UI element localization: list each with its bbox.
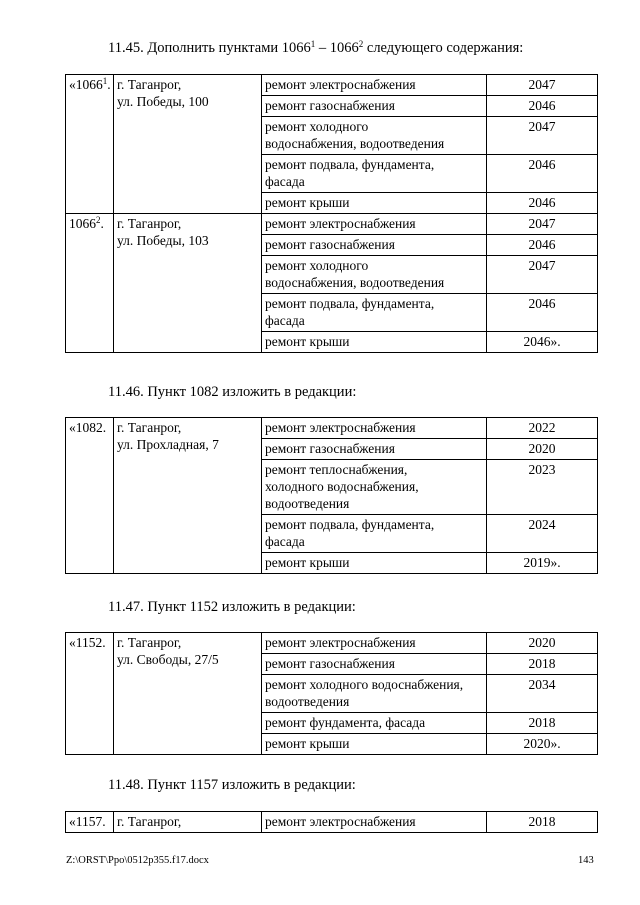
table-item-1082 (65, 417, 598, 574)
table-row (66, 214, 598, 235)
work-type: ремонт электроснабжения (262, 75, 487, 96)
heading-text: следующего содержания: (363, 40, 524, 56)
work-type: ремонт теплоснабжения, холодного водоснабжения, водоотведения (262, 460, 487, 515)
work-type: ремонт газоснабжения (262, 654, 487, 675)
work-type: ремонт электроснабжения (262, 812, 487, 833)
heading-text: – 1066 (315, 40, 359, 56)
item-number: «1066$^1$. (66, 75, 114, 214)
paragraph-11-46: 11.46. Пункт 1082 изложить в редакции: (108, 384, 357, 400)
superscript: 2 (358, 39, 364, 49)
item-address: г. Таганрог, (114, 812, 262, 833)
work-year: 2018 (487, 713, 598, 734)
work-year: 2023 (487, 460, 598, 515)
work-type: ремонт холодного водоснабжения, водоотведения (262, 675, 487, 713)
work-type: ремонт крыши (262, 553, 487, 574)
work-year: 2022 (487, 418, 598, 439)
work-type: ремонт газоснабжения (262, 235, 487, 256)
work-year: 2046 (487, 294, 598, 332)
work-year: 2020 (487, 633, 598, 654)
work-type: ремонт фундамента, фасада (262, 713, 487, 734)
table-item-1157 (65, 811, 598, 833)
work-year: 2047 (487, 256, 598, 294)
work-type: ремонт электроснабжения (262, 214, 487, 235)
work-year: 2020». (487, 734, 598, 755)
work-type: ремонт холодного водоснабжения, водоотведения (262, 256, 487, 294)
work-year: 2020 (487, 439, 598, 460)
work-type: ремонт подвала, фундамента, фасада (262, 515, 487, 553)
work-type: ремонт электроснабжения (262, 633, 487, 654)
work-type: ремонт электроснабжения (262, 418, 487, 439)
heading-text: 11.45. Дополнить пунктами 1066 (108, 40, 311, 56)
item-number: 1066$^2$. (66, 214, 114, 353)
work-year: 2018 (487, 654, 598, 675)
footer-page-number: 143 (578, 855, 594, 866)
item-address: г. Таганрог, ул. Свободы, 27/5 (114, 633, 262, 755)
item-address: г. Таганрог, ул. Победы, 100 (114, 75, 262, 214)
item-address: г. Таганрог, ул. Победы, 103 (114, 214, 262, 353)
work-year: 2046 (487, 235, 598, 256)
table-items-1066 (65, 74, 598, 353)
work-type: ремонт газоснабжения (262, 96, 487, 117)
work-year: 2047 (487, 75, 598, 96)
work-type: ремонт крыши (262, 193, 487, 214)
table-row (66, 75, 598, 96)
work-type: ремонт подвала, фундамента, фасада (262, 294, 487, 332)
footer-file-path: Z:\ORST\Ppo\0512p355.f17.docx (66, 855, 209, 866)
item-number: «1082. (66, 418, 114, 574)
work-type: ремонт газоснабжения (262, 439, 487, 460)
table-item-1152 (65, 632, 598, 755)
table-row (66, 418, 598, 439)
work-type: ремонт холодного водоснабжения, водоотведения (262, 117, 487, 155)
superscript: 1 (310, 39, 316, 49)
table-row (66, 812, 598, 833)
item-number: «1157. (66, 812, 114, 833)
paragraph-11-48: 11.48. Пункт 1157 изложить в редакции: (108, 777, 356, 793)
work-year: 2046». (487, 332, 598, 353)
work-type: ремонт подвала, фундамента, фасада (262, 155, 487, 193)
paragraph-11-47: 11.47. Пункт 1152 изложить в редакции: (108, 599, 356, 615)
work-year: 2046 (487, 155, 598, 193)
work-year: 2024 (487, 515, 598, 553)
item-address: г. Таганрог, ул. Прохладная, 7 (114, 418, 262, 574)
work-year: 2019». (487, 553, 598, 574)
work-year: 2018 (487, 812, 598, 833)
work-type: ремонт крыши (262, 734, 487, 755)
table-row (66, 633, 598, 654)
work-year: 2047 (487, 117, 598, 155)
work-year: 2047 (487, 214, 598, 235)
work-year: 2046 (487, 193, 598, 214)
work-year: 2046 (487, 96, 598, 117)
item-number: «1152. (66, 633, 114, 755)
paragraph-11-45 (108, 39, 523, 57)
work-year: 2034 (487, 675, 598, 713)
work-type: ремонт крыши (262, 332, 487, 353)
